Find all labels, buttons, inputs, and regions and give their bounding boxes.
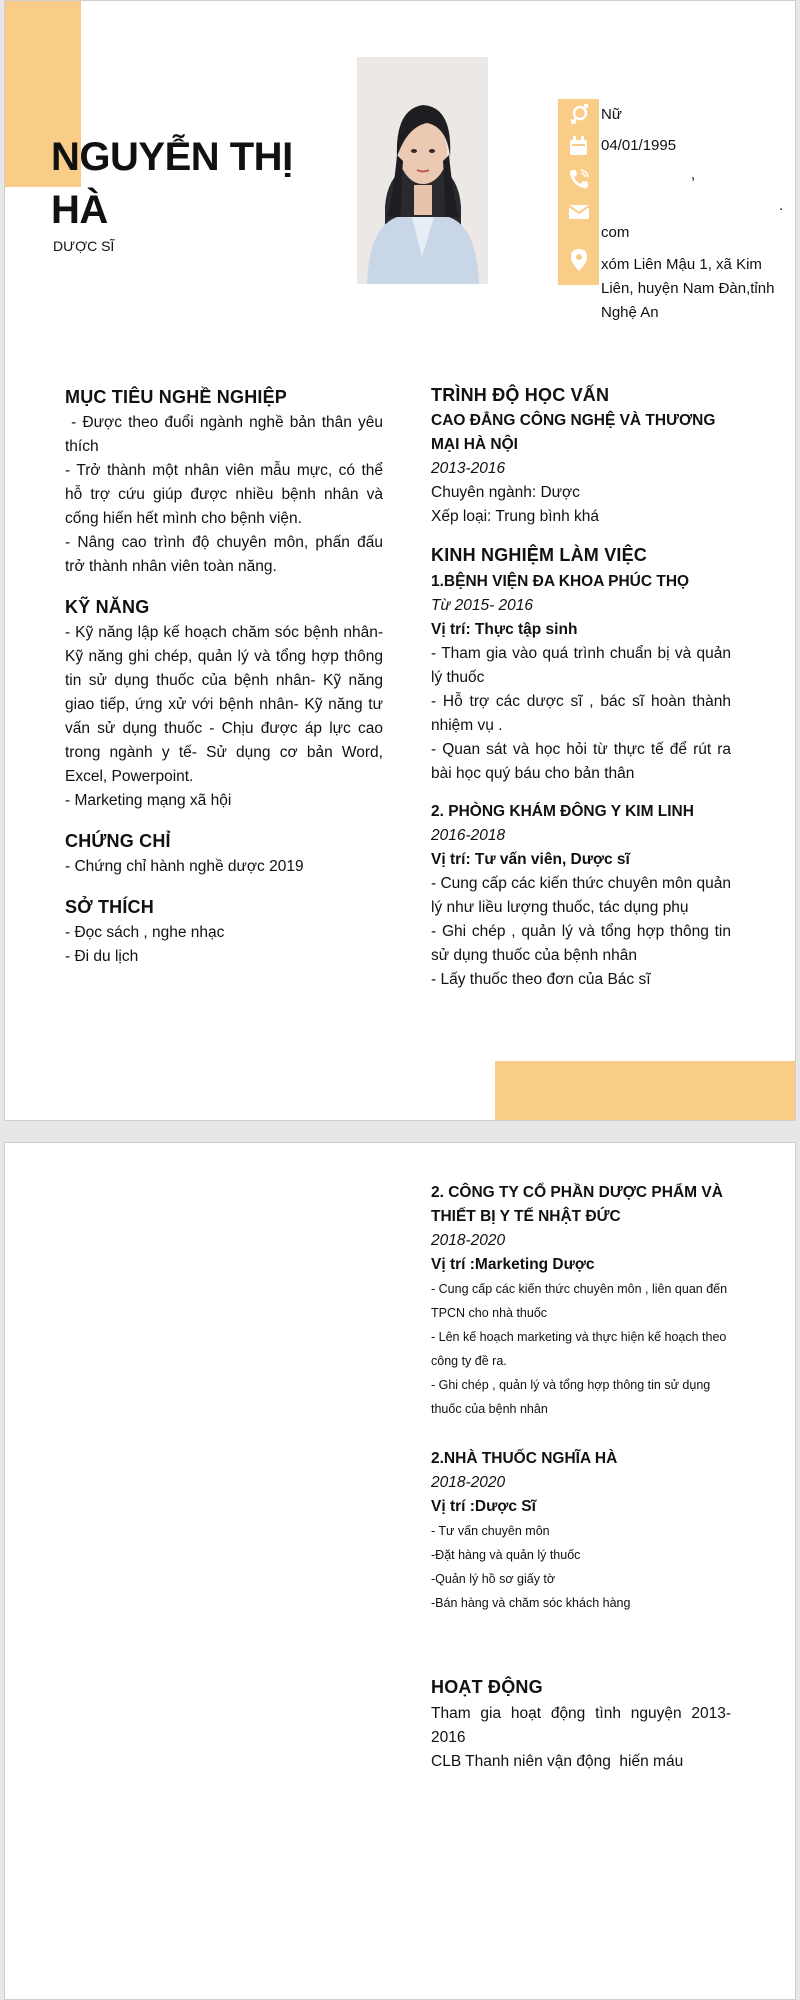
cv-page-2 [4, 1142, 796, 2000]
education-major: Chuyên ngành: Dược [431, 484, 580, 501]
skills-line: - Kỹ năng lập kế hoạch chăm sóc bệnh nhân- Kỹ năng ghi chép, quản lý và tổng hợp thông tin sử dụng thuốc của bệnh nhân- Kỹ năng giao tiếp, ứng xử với bệnh nhân- Kỹ năng tư vấn sử dụng thuốc - Chịu được áp lực cao trong ngành y tế- Sử dụng cơ bản Word, Excel, Powerpoint. [65, 624, 383, 785]
skills-heading: KỸ NĂNG [65, 597, 150, 617]
left-column [65, 387, 388, 969]
job-org: 2.NHÀ THUỐC NGHĨA HÀ [431, 1450, 618, 1467]
education-grade: Xếp loại: Trung bình khá [431, 508, 600, 525]
right-column-page-2 [431, 1181, 731, 1774]
calendar-icon [558, 134, 599, 158]
job-position: Vị trí: Thực tập sinh [431, 621, 578, 638]
job-line: - Tham gia vào quá trình chuẩn bị và quản lý thuốc [431, 645, 731, 686]
job-entry [431, 1447, 731, 1615]
contact-gender: Nữ [601, 106, 622, 123]
hobby-line: - Đọc sách , nghe nhạc [65, 924, 225, 941]
contact-phone: , [691, 166, 696, 183]
contact-icon-bar [558, 99, 599, 285]
contact-email-top: . [779, 197, 784, 214]
job-line: - Hỗ trợ các dược sĩ , bác sĩ hoàn thành nhiệm vụ . [431, 693, 731, 734]
job-entry [431, 800, 731, 992]
phone-icon [558, 167, 599, 191]
experience-section [431, 545, 731, 992]
objective-line: - Trở thành một nhân viên mẫu mực, có thể hỗ trợ cứu giúp được nhiều bệnh nhân và cống hiến hết mình cho bệnh viện. [65, 462, 383, 527]
cv-page-1 [4, 0, 796, 1121]
contact-email-bottom: com [601, 224, 630, 241]
job-years: 2018-2020 [431, 1474, 506, 1491]
contact-address: xóm Liên Mậu 1, xã Kim Liên, huyện Nam Đàn,tỉnh Nghệ An [601, 256, 775, 321]
accent-block-bottom-right [495, 1061, 796, 1121]
education-heading: TRÌNH ĐỘ HỌC VẤN [431, 385, 610, 405]
profile-photo [357, 57, 488, 284]
activity-line: CLB Thanh niên vận động hiến máu [431, 1753, 684, 1770]
education-years: 2013-2016 [431, 460, 506, 477]
education-school: CAO ĐẲNG CÔNG NGHỆ VÀ THƯƠNG MẠI HÀ NỘI [431, 412, 716, 453]
location-icon [558, 247, 599, 273]
mail-icon [558, 200, 599, 224]
candidate-role: DƯỢC SĨ [53, 238, 115, 254]
job-line: - Cung cấp các kiến thức chuyên môn , liên quan đến TPCN cho nhà thuốc [431, 1282, 728, 1320]
job-line: -Bán hàng và chăm sóc khách hàng [431, 1596, 631, 1610]
job-line: - Ghi chép , quản lý và tổng hợp thông tin sử dụng thuốc của bệnh nhân [431, 1378, 711, 1416]
hobby-line: - Đi du lịch [65, 948, 139, 965]
job-line: -Đặt hàng và quản lý thuốc [431, 1548, 581, 1562]
job-line: - Cung cấp các kiến thức chuyên môn quản lý như liều lượng thuốc, tác dụng phụ [431, 875, 731, 916]
gender-icon [558, 103, 599, 127]
experience-heading: KINH NGHIỆM LÀM VIỆC [431, 545, 648, 565]
objective-line: - Được theo đuổi ngành nghề bản thân yêu thích [65, 414, 388, 455]
job-entry [431, 570, 731, 786]
candidate-name: NGUYỄN THỊ HÀ [51, 135, 293, 232]
activity-line: Tham gia hoạt động tình nguyện 2013-2016 [431, 1705, 731, 1746]
job-years: 2016-2018 [431, 827, 506, 844]
objective-section [65, 387, 388, 579]
job-years: 2018-2020 [431, 1232, 506, 1249]
contact-dob: 04/01/1995 [601, 137, 677, 154]
activities-heading: HOẠT ĐỘNG [431, 1677, 543, 1697]
right-column-page-1 [431, 385, 731, 992]
certificate-line: - Chứng chỉ hành nghề dược 2019 [65, 858, 304, 875]
certificates-section [65, 831, 383, 879]
activities-section [431, 1677, 731, 1774]
skills-section [65, 597, 383, 813]
skills-line: - Marketing mạng xã hội [65, 792, 232, 809]
job-line: - Lên kế hoạch marketing và thực hiện kế hoạch theo công ty đề ra. [431, 1330, 727, 1368]
job-position: Vị trí :Marketing Dược [431, 1256, 595, 1273]
job-line: -Quản lý hồ sơ giấy tờ [431, 1572, 556, 1586]
job-line: - Tư vấn chuyên môn [431, 1524, 550, 1538]
objective-line: - Nâng cao trình độ chuyên môn, phấn đấu trở thành nhân viên toàn năng. [65, 534, 383, 575]
job-position: Vị trí :Dược Sĩ [431, 1498, 536, 1515]
job-line: - Lấy thuốc theo đơn của Bác sĩ [431, 971, 651, 988]
job-line: - Ghi chép , quản lý và tổng hợp thông tin sử dụng thuốc của bệnh nhân [431, 923, 731, 964]
certificates-heading: CHỨNG CHỈ [65, 831, 171, 851]
education-section [431, 385, 731, 529]
job-org: 2. CÔNG TY CỔ PHẦN DƯỢC PHẨM VÀ THIẾT BỊ Y TẾ NHẬT ĐỨC [431, 1184, 723, 1225]
job-years: Từ 2015- 2016 [431, 597, 534, 614]
job-org: 1.BỆNH VIỆN ĐA KHOA PHÚC THỌ [431, 573, 690, 590]
objective-heading: MỤC TIÊU NGHỀ NGHIỆP [65, 387, 288, 407]
job-position: Vị trí: Tư vấn viên, Dược sĩ [431, 851, 630, 868]
hobbies-section [65, 897, 383, 969]
job-entry [431, 1181, 731, 1421]
hobbies-heading: SỞ THÍCH [65, 897, 154, 917]
job-line: - Quan sát và học hỏi từ thực tế để rút ra bài học quý báu cho bản thân [431, 741, 731, 782]
job-org: 2. PHÒNG KHÁM ĐÔNG Y KIM LINH [431, 803, 694, 820]
